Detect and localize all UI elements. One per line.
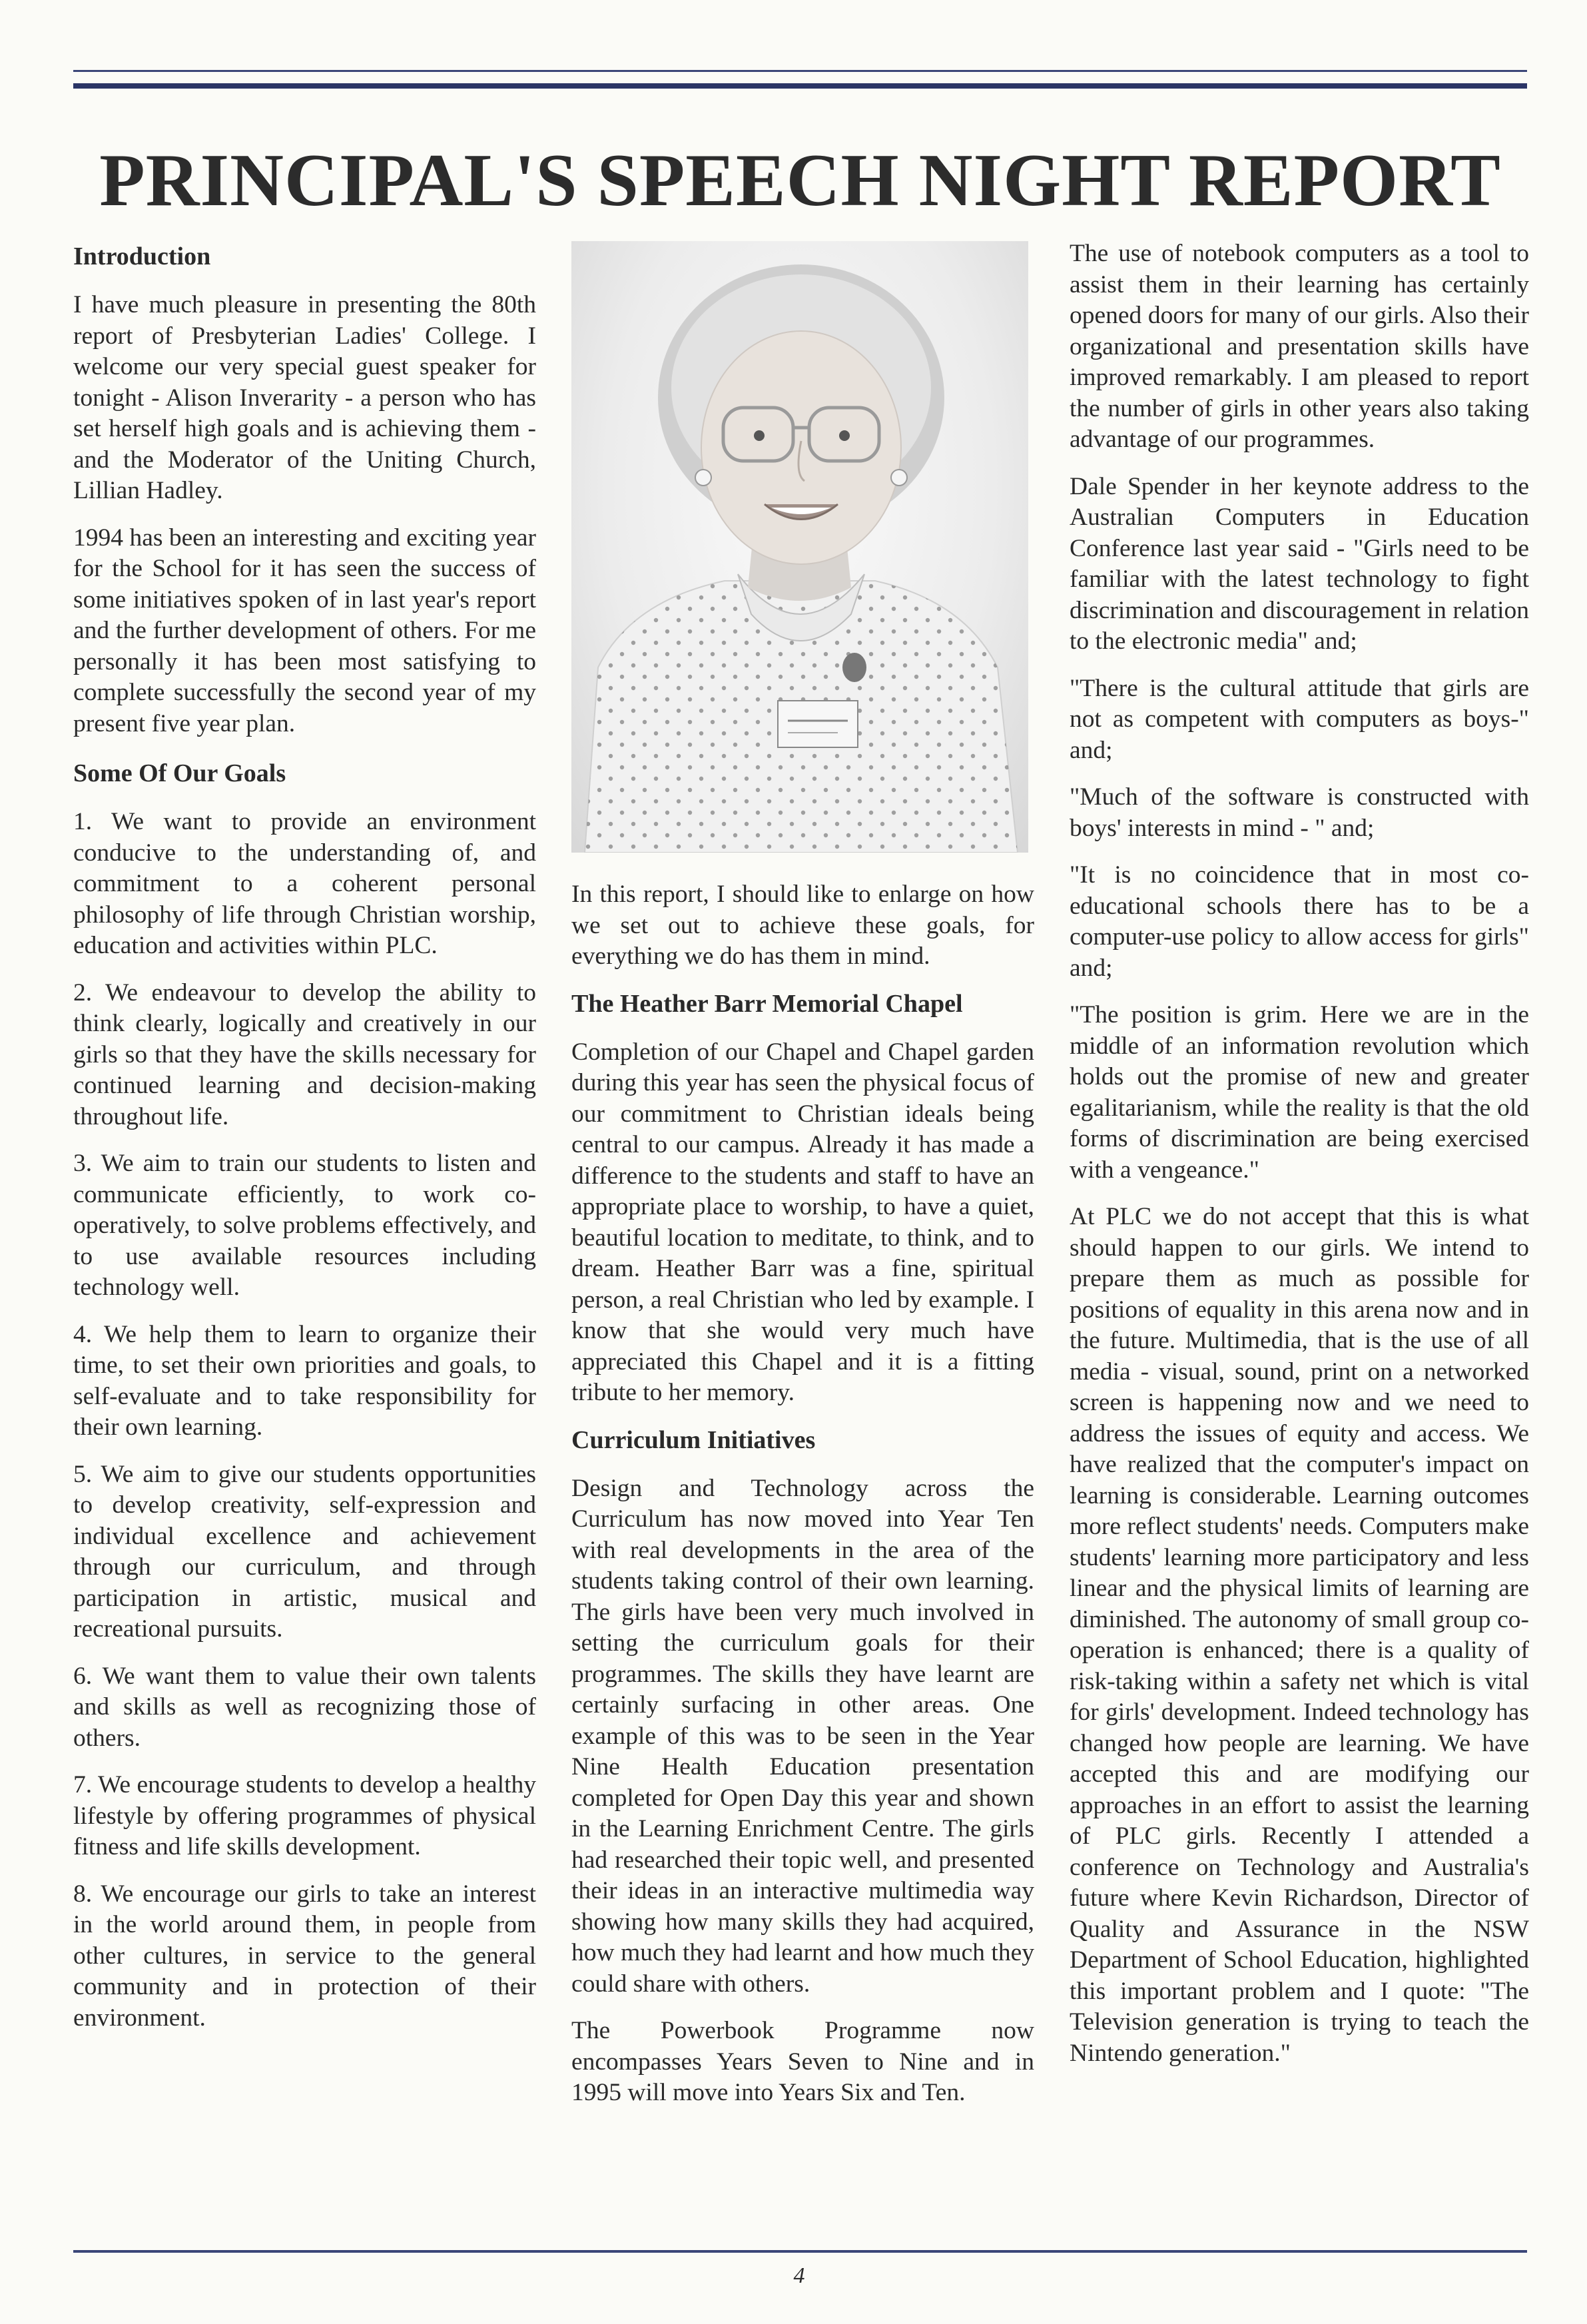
quote-paragraph: "Much of the software is constructed with boys' interests in mind - " and;: [1070, 783, 1529, 842]
column-1: [73, 241, 536, 2050]
portrait-illustration: [571, 241, 1028, 853]
goal-item: 4. We help them to learn to organize their time, to set their own priorities and goals, to self-evaluate and to take responsibility for their own learning.: [73, 1320, 536, 1441]
principal-portrait-photo: [571, 241, 1028, 853]
top-rule-thick: [73, 83, 1527, 89]
bottom-rule: [73, 2250, 1527, 2253]
intro-paragraph-2: 1994 has been an interesting and exciting year for the School for it has seen the success of some initiatives spoken of in last year's report and the further development of others. For me personally it has been most satisfying to complete successfully the second year of my present five year plan.: [73, 524, 536, 737]
top-rule: [73, 70, 1527, 89]
powerbook-paragraph: The Powerbook Programme now encompasses Years Seven to Nine and in 1995 will move into Years Six and Ten.: [571, 2017, 1034, 2107]
column-2: [571, 879, 1034, 2125]
goal-item: 3. We aim to train our students to listen and communicate efficiently, to work co-operatively, to solve problems effectively, and to use available resources including technology well.: [73, 1150, 536, 1302]
page-title: PRINCIPAL'S SPEECH NIGHT REPORT: [99, 139, 1501, 222]
top-rule-thin: [73, 70, 1527, 72]
chapel-heading: The Heather Barr Memorial Chapel: [571, 989, 963, 1018]
column-3: [1070, 238, 1529, 2085]
curriculum-heading: Curriculum Initiatives: [571, 1425, 816, 1454]
quote-paragraph: "There is the cultural attitude that girls are not as competent with computers as boys-" and;: [1070, 674, 1529, 764]
report-intro-paragraph: In this report, I should like to enlarge on how we set out to achieve these goals, for everything we do has them in mind.: [571, 881, 1034, 970]
goal-item: 5. We aim to give our students opportunities to develop creativity, self-expression and individual excellence and achievement through our curriculum, and through participation in artistic, musical and recreational pursuits.: [73, 1460, 536, 1643]
curriculum-paragraph: Design and Technology across the Curriculum has now moved into Year Ten with real developments in the area of the students taking control of their own learning. The girls have been very much involved in setting the curriculum goals for their programmes. The skills they have learnt are certainly surfacing in other areas. One example of this was to be seen in the Year Nine Health Education presentation completed for Open Day this year and shown in the Learning Enrichment Centre. The girls had researched their topic well, and presented their ideas in an interactive multimedia way showing how many skills they had acquired, how much they had learnt and how much they could share with others.: [571, 1474, 1034, 1998]
goals-heading: Some Of Our Goals: [73, 759, 286, 788]
spender-paragraph: Dale Spender in her keynote address to the Australian Computers in Education Conference last year said - "Girls need to be familiar with the latest technology to fight discrimination and discouragement in relation to the electronic media" and;: [1070, 472, 1529, 655]
quote-paragraph: "It is no coincidence that in most co-educational schools there has to be a computer-use policy to allow access for girls" and;: [1070, 861, 1529, 982]
goal-item: 2. We endeavour to develop the ability to think clearly, logically and creatively in our girls so that they have the skills necessary for continued learning and decision-making throughout life.: [73, 978, 536, 1130]
notebook-paragraph: The use of notebook computers as a tool to assist them in their learning has certainly opened doors for many of our girls. Also their organizational and presentation skills have improved remarkably. I am pleased to report the number of girls in other years also taking advantage of our programmes.: [1070, 240, 1529, 453]
page-number: 4: [793, 2263, 805, 2288]
goal-item: 7. We encourage students to develop a healthy lifestyle by offering programmes of physical fitness and life skills development.: [73, 1771, 536, 1861]
goal-item: 8. We encourage our girls to take an interest in the world around them, in people from other cultures, in service to the general community and in protection of their environment.: [73, 1880, 536, 2032]
goal-item: 6. We want them to value their own talents and skills as well as recognizing those of others.: [73, 1662, 536, 1752]
intro-paragraph-1: I have much pleasure in presenting the 80th report of Presbyterian Ladies' College. I welcome our very special guest speaker for tonight - Alison Inverarity - a person who has set herself high goals and is achieving them - and the Moderator of the Uniting Church, Lillian Hadley.: [73, 291, 536, 505]
goal-item: 1. We want to provide an environment conducive to the understanding of, and commitment to a coherent personal philosophy of life through Christian worship, education and activities within PLC.: [73, 808, 536, 960]
introduction-heading: Introduction: [73, 242, 211, 270]
quote-paragraph: "The position is grim. Here we are in the middle of an information revolution which holds out the promise of new and greater egalitarianism, while the reality is that the old forms of discrimination are being exercised with a vengeance.": [1070, 1001, 1529, 1184]
plc-paragraph: At PLC we do not accept that this is what should happen to our girls. We intend to prepare them as much as possible for positions of equality in this arena now and in the future. Multimedia, that is the use of all media - visual, sound, print on a networked screen is happening now and we need to address the issues of equity and access. We have realized that the computer's impact on learning is considerable. Learning outcomes more reflect students' needs. Computers make students' learning more participatory and less linear and the physical limits of learning are diminished. The autonomy of small group co-operation is enhanced; there is a quality of risk-taking within a safety net which is vital for girls' development. Indeed technology has changed how people are learning. We have accepted this and are modifying our approaches in an effort to assist the learning of PLC girls. Recently I attended a conference on Technology and Australia's future where Kevin Richardson, Director of Quality and Assurance in the NSW Department of School Education, highlighted this important problem and I quote: "The Television generation is trying to teach the Nintendo generation.": [1070, 1203, 1529, 2067]
chapel-paragraph: Completion of our Chapel and Chapel garden during this year has seen the physical focus of our commitment to Christian ideals being central to our campus. Already it has made a difference to the students and staff to have an appropriate place to worship, to have a quiet, beautiful location to meditate, to think, and to dream. Heather Barr was a fine, spiritual person, a real Christian who led by example. I know that she would very much have appreciated this Chapel and it is a fitting tribute to her memory.: [571, 1038, 1034, 1407]
